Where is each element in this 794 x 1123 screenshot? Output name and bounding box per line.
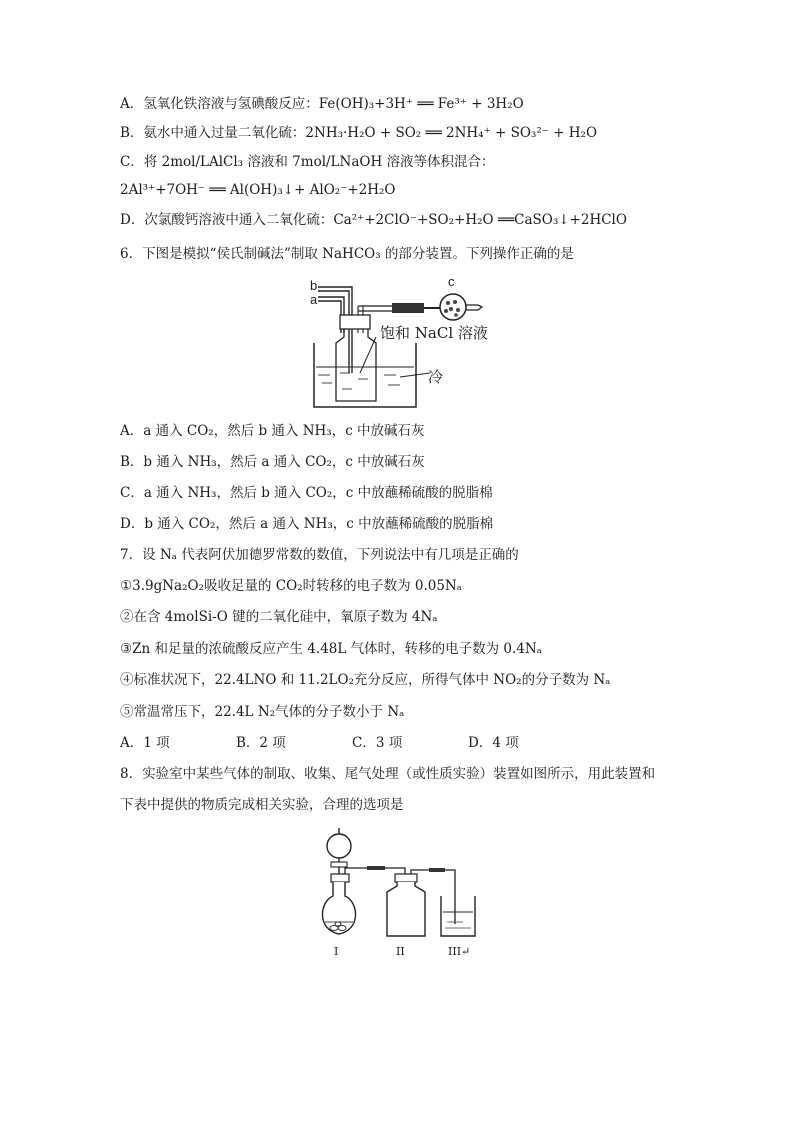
q6-option-c: C．a 通入 NH₃，然后 b 通入 CO₂，c 中放蘸稀硫酸的脱脂棉 [120,485,493,501]
q6-label-solution: 饱和 NaCl 溶液 [380,324,488,342]
q7-option-d: D．4 项 [468,735,519,751]
q6-option-a: A．a 通入 CO₂，然后 b 通入 NH₃，c 中放碱石灰 [120,423,425,439]
q6-label-cold: 冷 [428,368,444,386]
q6-label-b: b [310,278,318,293]
q7-statement-1: ①3.9gNa₂O₂吸收足量的 CO₂时转移的电子数为 0.05Nₐ [120,578,462,594]
q6-option-d: D．b 通入 CO₂，然后 a 通入 NH₃，c 中放蘸稀硫酸的脱脂棉 [120,516,494,532]
q7-statement-2: ②在含 4molSi-O 键的二氧化硅中，氧原子数为 4Nₐ [120,609,438,625]
q5-option-c-line2: 2Al³⁺+7OH⁻ ══ Al(OH)₃↓+ AlO₂⁻+2H₂O [120,182,396,198]
q8-stem-line1: 8．实验室中某些气体的制取、收集、尾气处理（或性质实验）装置如图所示，用此装置和 [120,766,656,782]
q8-stem-line2: 下表中提供的物质完成相关实验，合理的选项是 [120,797,404,813]
q6-label-a: a [310,292,318,307]
q8-label-1: I [334,945,339,958]
q7-statement-5: ⑤常温常压下，22.4L N₂气体的分子数小于 Nₐ [120,704,405,720]
q6-label-c: c [448,274,455,289]
q5-option-d: D．次氯酸钙溶液中通入二氧化硫：Ca²⁺+2ClO⁻+SO₂+H₂O ══CaSO₃↓+2HClO [120,212,627,228]
q7-option-c: C．3 项 [352,735,403,751]
q8-label-2: II [396,945,405,958]
q6-apparatus-figure [300,275,520,415]
q8-apparatus-figure [315,826,485,950]
q7-stem: 7．设 Nₐ 代表阿伏加德罗常数的数值，下列说法中有几项是正确的 [120,547,519,563]
q5-option-c-line1: C．将 2mol/LAlCl₃ 溶液和 7mol/LNaOH 溶液等体积混合： [120,154,495,170]
q5-option-b: B．氨水中通入过量二氧化硫：2NH₃·H₂O + SO₂ ══ 2NH₄⁺ + SO₃²⁻ + H₂O [120,125,598,141]
q6-stem: 6．下图是模拟“侯氏制碱法”制取 NaHCO₃ 的部分装置。下列操作正确的是 [120,246,574,262]
q7-option-b: B．2 项 [236,735,286,751]
q8-label-3: III↵ [448,945,471,958]
q5-option-a: A．氢氧化铁溶液与氢碘酸反应：Fe(OH)₃+3H⁺ ══ Fe³⁺ + 3H₂O [120,96,524,112]
q6-option-b: B．b 通入 NH₃，然后 a 通入 CO₂，c 中放碱石灰 [120,454,425,470]
q7-option-a: A．1 项 [120,735,170,751]
q7-statement-4: ④标准状况下，22.4LNO 和 11.2LO₂充分反应，所得气体中 NO₂的分子数为 Nₐ [120,672,611,688]
q7-options [120,734,519,752]
q7-statement-3: ③Zn 和足量的浓硫酸反应产生 4.48L 气体时，转移的电子数为 0.4Nₐ [120,641,542,657]
